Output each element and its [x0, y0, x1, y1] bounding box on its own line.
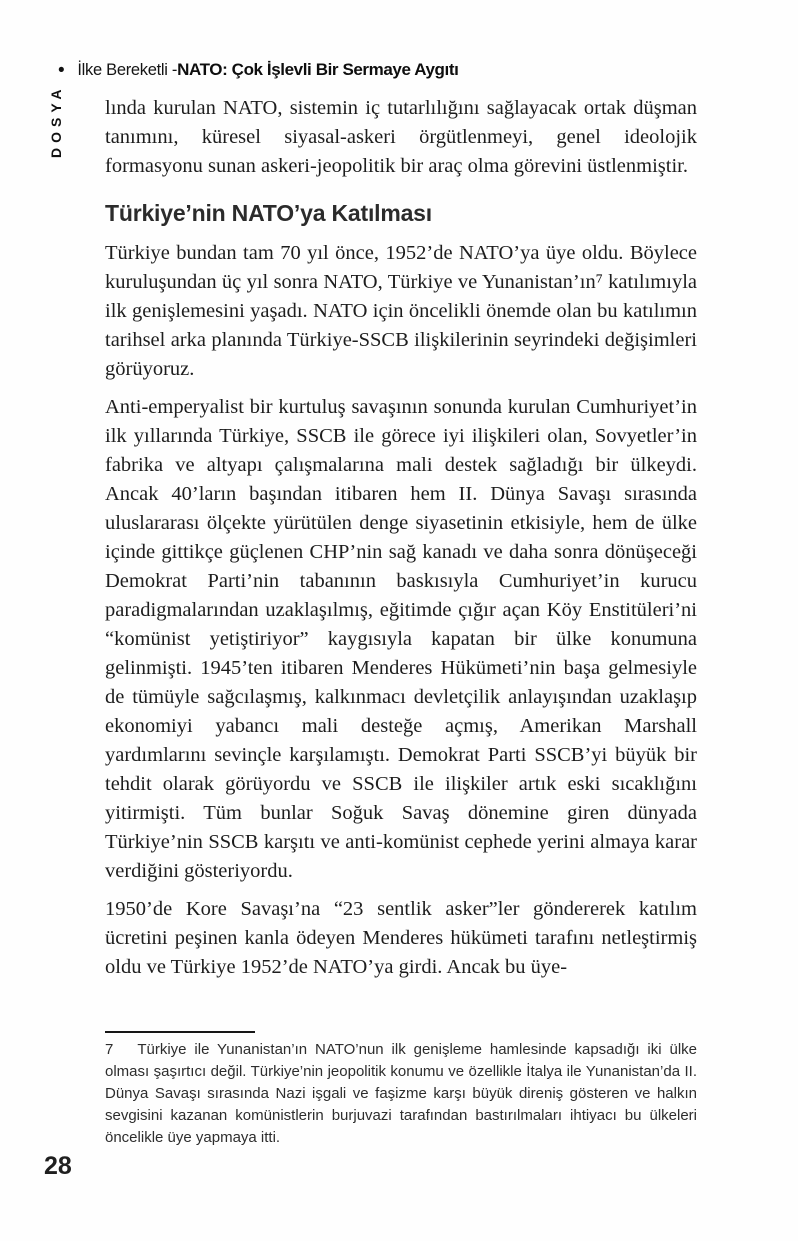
- text-column: [105, 94, 697, 991]
- footnote-text: Türkiye ile Yunanistan’ın NATO’nun ilk genişleme hamlesinde kapsadığı iki ülke olması şaşırtıcı değil. Türkiye’nin jeopolitik konumu ve özellikle İtalya ile Yunanistan’da II. Dünya Savaşı sırasında Nazi işgali ve faşizme karşı büyük direniş gösteren ve halkın sevgisini kazanan komünistlerin burjuvazi tarafından bastırılmaları ihtiyacı bu ülkeleri öncelikle üye yapmaya itti.: [105, 1041, 697, 1146]
- paragraph-container: [105, 239, 697, 982]
- footnote-number: 7: [105, 1041, 114, 1058]
- author-label: İlke Bereketli -: [77, 61, 178, 79]
- bullet-icon: •: [58, 59, 65, 81]
- intro-paragraph: lında kurulan NATO, sistemin iç tutarlılığını sağlayacak ortak düşman tanımını, küresel siyasal-askeri örgütlenmeyi, genel ideolojik formasyonu sunan askeri-jeopolitik bir araç olma görevini üstlenmiştir.: [105, 97, 697, 177]
- section-heading: Türkiye’nin NATO’ya Katılması: [105, 200, 432, 226]
- paragraph: Türkiye bundan tam 70 yıl önce, 1952’de NATO’ya üye oldu. Böylece kuruluşundan üç yıl sonra NATO, Türkiye ve Yunanistan’ın⁷ katılımıyla ilk genişlemesini yaşadı. NATO için öncelikli önemde olan bu katılımın tarihsel arka planında Türkiye-SSCB ilişkilerinin seyrindeki değişimleri görüyoruz.: [105, 242, 697, 380]
- footnote-separator: [105, 1031, 255, 1033]
- article-title: NATO: Çok İşlevli Bir Sermaye Aygıtı: [177, 60, 459, 79]
- footnote: [105, 1039, 697, 1149]
- page-number: 28: [44, 1152, 72, 1180]
- side-label-dosya: DOSYA: [48, 84, 64, 158]
- paragraph: 1950’de Kore Savaşı’na “23 sentlik asker”ler göndererek katılım ücretini peşinen kanla ödeyen Menderes hükümeti tarafını netleştirmiş oldu ve Türkiye 1952’de NATO’ya girdi. Ancak bu üye-: [105, 898, 697, 978]
- paragraph: Anti-emperyalist bir kurtuluş savaşının sonunda kurulan Cumhuriyet’in ilk yıllarında Türkiye, SSCB ile görece iyi ilişkileri olan, Sovyetler’in fabrika ve altyapı çalışmalarına mali destek sağladığı bir ülkeydi. Ancak 40’ların başından itibaren hem II. Dünya Savaşı sırasında uluslararası ölçekte yürütülen denge siyasetinin etkisiyle, hem de ülke içinde gittikçe güçlenen CHP’nin sağ kanadı ve daha sonra dönüşeceği Demokrat Parti’nin tabanının baskısıyla Cumhuriyet’in kurucu paradigmalarından uzaklaşılmış, eğitimde çığır açan Köy Enstitüleri’ni “komünist yetiştiriyor” kaygısıyla kapatan bir ülke konumuna gelinmişti. 1945’ten itibaren Menderes Hükümeti’nin başa gelmesiyle de tümüyle sağcılaşmış, kalkınmacı devletçilik anlayışından uzaklaşıp ekonomiyi yabancı mali desteğe açmış, Amerikan Marshall yardımlarını sevinçle karşılamıştı. Demokrat Parti SSCB’yi büyük bir tehdit olarak görüyordu ve SSCB ile ilişkiler artık eski sıcaklığını yitirmişti. Tüm bunlar Soğuk Savaş dönemine giren dünyada Türkiye’nin SSCB karşıtı ve anti-komünist cephede yerini almaya karar verdiğini gösteriyordu.: [105, 396, 697, 882]
- running-header: [58, 60, 458, 80]
